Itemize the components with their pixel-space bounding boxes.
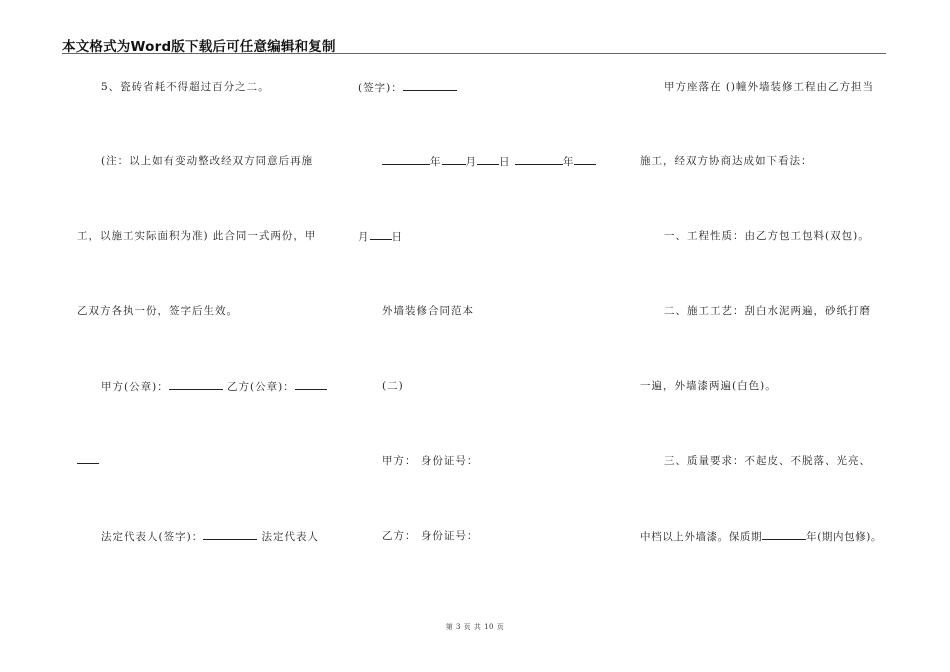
- right-line-5: 一遍，外墙漆两遍(白色)。: [640, 380, 777, 392]
- day-blank-1: [477, 154, 499, 165]
- warranty-label: 中档以上外墙漆。保质期: [640, 531, 763, 543]
- party-b-id-line: 乙方： 身份证号：: [382, 530, 479, 542]
- party-b-seal-label: 乙方(公章)：: [227, 381, 295, 393]
- right-line-3: 一、工程性质：由乙方包工包料(双包)。: [664, 230, 870, 242]
- year-blank-1: [382, 154, 430, 165]
- month-blank-2: [574, 154, 596, 165]
- contract-sample-title: 外墙装修合同范本: [382, 305, 474, 317]
- left-line-3: 工，以施工实际面积为准) 此合同一式两份，甲: [77, 230, 317, 242]
- right-line-1: 甲方座落在 ()幢外墙装修工程由乙方担当: [664, 81, 875, 93]
- left-line-4: 乙双方各执一份，签字后生效。: [77, 305, 238, 317]
- left-line-7: [101, 529, 319, 544]
- party-a-seal-blank: [169, 379, 223, 390]
- sign-label: (签字)：: [358, 82, 403, 94]
- day-blank-2: [370, 229, 392, 240]
- middle-line-2: [382, 154, 596, 169]
- party-b-seal-blank-cont: [77, 453, 99, 464]
- sign-blank: [403, 80, 457, 91]
- party-a-id-line: 甲方： 身份证号：: [382, 455, 479, 467]
- document-header: [62, 35, 886, 54]
- party-a-seal-label: 甲方(公章)：: [101, 381, 169, 393]
- left-line-5: [101, 379, 327, 394]
- section-two-label: (二): [382, 380, 404, 392]
- warranty-years-blank: [762, 529, 806, 540]
- legal-rep-sign-label: 法定代表人(签字)：: [101, 531, 204, 543]
- middle-line-3: [358, 229, 403, 244]
- year-blank-2: [515, 154, 563, 165]
- right-line-7: [640, 529, 882, 544]
- left-line-2: (注：以上如有变动整改经双方同意后再施: [101, 155, 314, 167]
- right-line-6: 三、质量要求：不起皮、不脱落、光亮、: [664, 455, 871, 467]
- year-label-1: 年: [430, 156, 442, 168]
- legal-rep-label: 法定代表人: [261, 531, 320, 543]
- legal-rep-sign-blank: [203, 529, 257, 540]
- middle-line-1: [358, 80, 457, 95]
- left-line-1: 5、瓷砖省耗不得超过百分之二。: [101, 81, 270, 93]
- left-line-6: [77, 453, 99, 468]
- month-label-1: 月: [465, 156, 477, 168]
- warranty-suffix: 年(期内包修)。: [806, 531, 883, 543]
- day-label-2: 日: [391, 231, 403, 243]
- month-label-2: 月: [358, 231, 370, 243]
- day-label-1: 日: [499, 156, 511, 168]
- right-line-2: 施工，经双方协商达成如下看法：: [640, 155, 813, 167]
- party-b-seal-blank: [295, 379, 327, 390]
- month-blank-1: [442, 154, 466, 165]
- right-line-4: 二、施工工艺：刮白水泥两遍，砂纸打磨: [664, 305, 871, 317]
- header-title: 本文格式为Word版下载后可任意编辑和复制: [62, 39, 336, 55]
- year-label-2: 年: [562, 156, 575, 168]
- page-number: 第 3 页 共 10 页: [445, 623, 505, 631]
